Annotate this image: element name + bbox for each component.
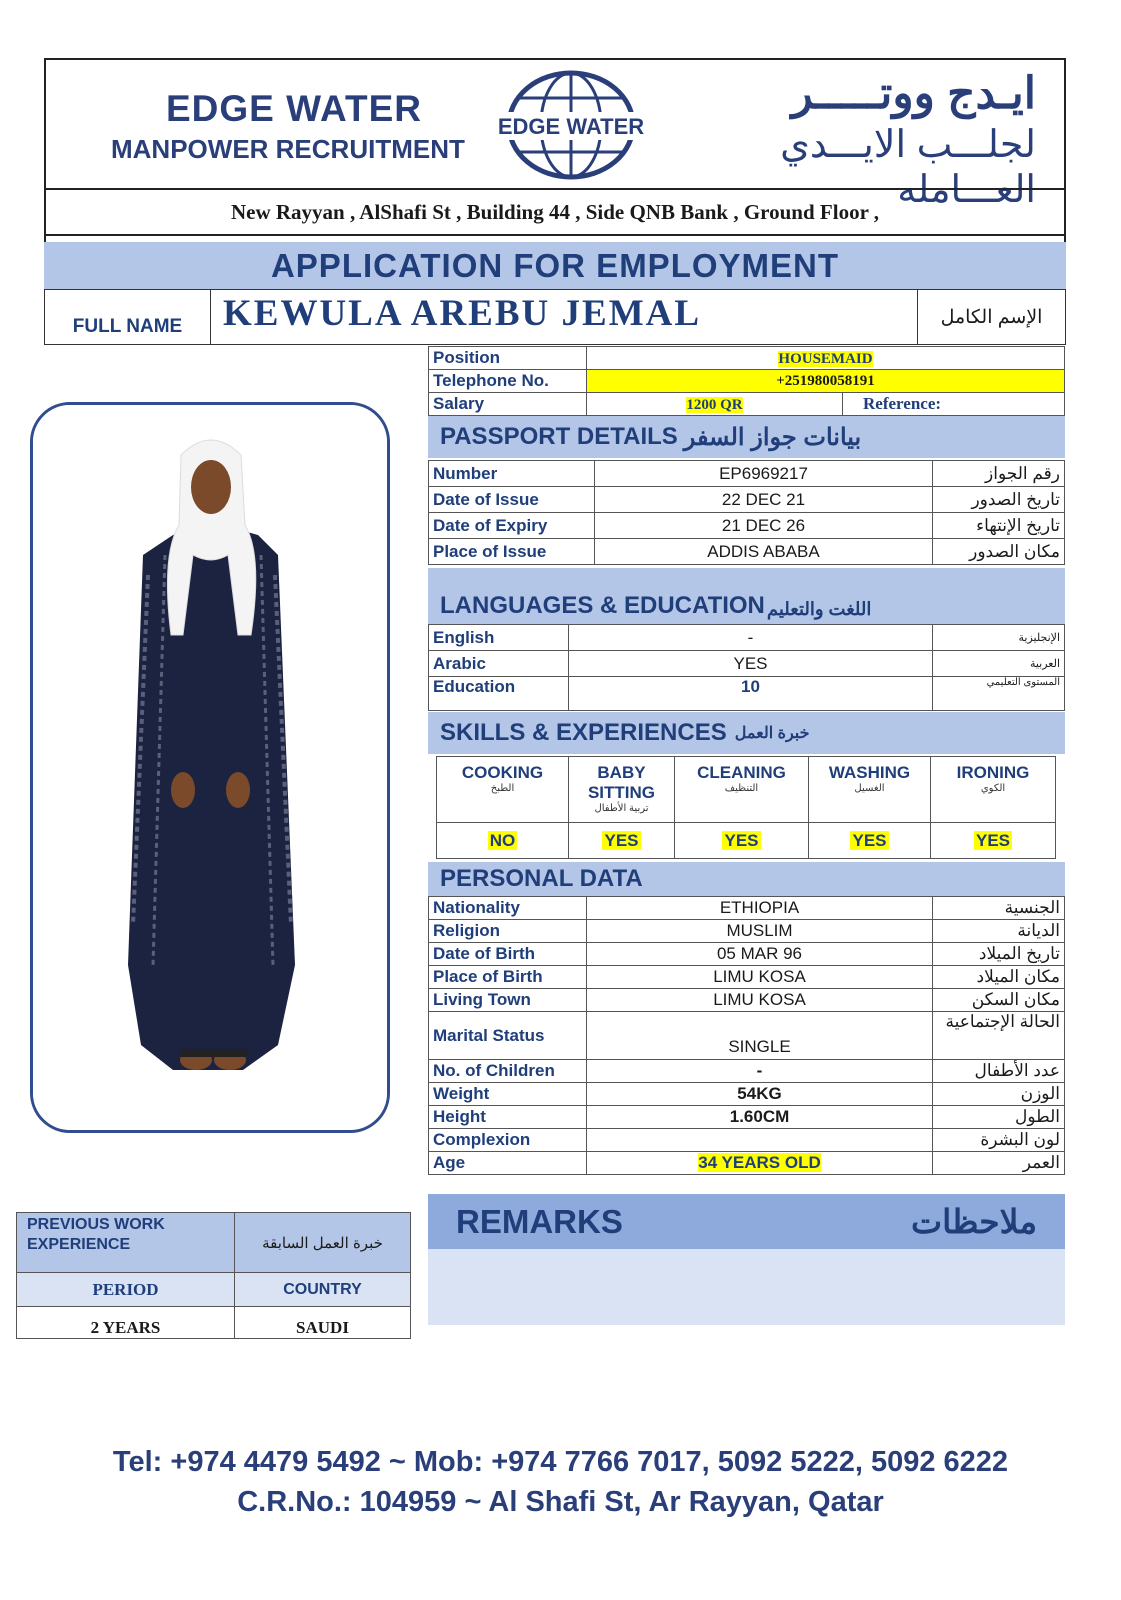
logo-arabic-line1: ايـدج ووتـــــر bbox=[791, 69, 1036, 118]
personal-data-table bbox=[428, 896, 1065, 1175]
passport-number-arabic: رقم الجواز bbox=[933, 461, 1065, 487]
full-name-row bbox=[44, 289, 1066, 345]
children-arabic: عدد الأطفال bbox=[933, 1060, 1065, 1083]
table-row bbox=[429, 677, 1065, 711]
nationality-arabic: الجنسية bbox=[933, 897, 1065, 920]
passport-number-label: Number bbox=[429, 461, 595, 487]
table-row bbox=[429, 625, 1065, 651]
living-town-value: LIMU KOSA bbox=[587, 989, 933, 1012]
arabic-value: YES bbox=[569, 651, 933, 677]
globe-logo-icon bbox=[496, 68, 646, 183]
marital-status-arabic: الحالة الإجتماعية bbox=[933, 1012, 1065, 1060]
letterhead bbox=[44, 58, 1066, 246]
table-row bbox=[17, 1273, 411, 1307]
religion-arabic: الديانة bbox=[933, 920, 1065, 943]
table-row bbox=[17, 1307, 411, 1339]
passport-title-arabic: بيانات جواز السفر bbox=[683, 423, 862, 451]
english-value: - bbox=[569, 625, 933, 651]
children-label: No. of Children bbox=[429, 1060, 587, 1083]
company-address: New Rayyan , AlShafi St , Building 44 , Side QNB Bank , Ground Floor , bbox=[46, 188, 1064, 236]
passport-title: PASSPORT DETAILS bbox=[440, 423, 678, 450]
reference-label: Reference: bbox=[843, 393, 1065, 416]
table-row bbox=[429, 393, 1065, 416]
salary-value: 1200 QR bbox=[686, 397, 743, 413]
place-of-birth-arabic: مكان الميلاد bbox=[933, 966, 1065, 989]
skill-name-arabic: تربية الأطفال bbox=[594, 803, 649, 814]
complexion-label: Complexion bbox=[429, 1129, 587, 1152]
table-row bbox=[429, 1129, 1065, 1152]
skill-name: BABY SITTING bbox=[587, 763, 656, 802]
weight-value: 54KG bbox=[587, 1083, 933, 1106]
footer-contact: Tel: +974 4479 5492 ~ Mob: +974 7766 7017, 5092 5222, 5092 6222 bbox=[112, 1446, 1009, 1478]
skills-title-arabic: خبرة العمل bbox=[734, 725, 810, 742]
passport-section-header bbox=[428, 416, 1065, 458]
religion-label: Religion bbox=[429, 920, 587, 943]
skill-name-arabic: الكوي bbox=[980, 783, 1006, 794]
logo-arabic-line2: لجلـــب الايـــدي العـــامله bbox=[780, 124, 1036, 211]
date-of-birth-value: 05 MAR 96 bbox=[587, 943, 933, 966]
skills-section-header bbox=[428, 712, 1065, 754]
telephone-label: Telephone No. bbox=[429, 370, 587, 393]
full-name-label-arabic: الإسم الكامل bbox=[917, 290, 1065, 344]
place-of-birth-value: LIMU KOSA bbox=[587, 966, 933, 989]
date-of-issue-arabic: تاريخ الصدور bbox=[933, 487, 1065, 513]
marital-status-label: Marital Status bbox=[429, 1012, 587, 1060]
date-of-birth-label: Date of Birth bbox=[429, 943, 587, 966]
languages-title-arabic: اللغت والتعليم bbox=[766, 599, 872, 619]
table-row bbox=[429, 513, 1065, 539]
full-name-label: FULL NAME bbox=[45, 290, 211, 344]
page-title: APPLICATION FOR EMPLOYMENT bbox=[44, 242, 1066, 289]
footer-registration: C.R.No.: 104959 ~ Al Shafi St, Ar Rayyan, Qatar bbox=[237, 1486, 884, 1518]
skill-value: NO bbox=[489, 830, 516, 850]
skill-name: IRONING bbox=[956, 763, 1030, 782]
skill-name: CLEANING bbox=[697, 763, 786, 782]
height-value: 1.60CM bbox=[587, 1106, 933, 1129]
marital-status-value: SINGLE bbox=[587, 1012, 933, 1060]
full-name-value: KEWULA AREBU JEMAL bbox=[223, 293, 702, 334]
living-town-label: Living Town bbox=[429, 989, 587, 1012]
table-row bbox=[429, 1012, 1065, 1060]
passport-table bbox=[428, 460, 1065, 565]
skills-table bbox=[436, 756, 1056, 859]
skills-title: SKILLS & EXPERIENCES bbox=[440, 719, 727, 746]
living-town-arabic: مكان السكن bbox=[933, 989, 1065, 1012]
skill-value: YES bbox=[852, 830, 887, 850]
table-row bbox=[437, 823, 1056, 859]
table-row bbox=[429, 487, 1065, 513]
date-of-expiry-label: Date of Expiry bbox=[429, 513, 595, 539]
remarks-body bbox=[428, 1249, 1065, 1325]
place-of-issue-label: Place of Issue bbox=[429, 539, 595, 565]
age-value: 34 YEARS OLD bbox=[698, 1153, 821, 1172]
place-of-issue-value: ADDIS ABABA bbox=[595, 539, 933, 565]
weight-label: Weight bbox=[429, 1083, 587, 1106]
place-of-birth-label: Place of Birth bbox=[429, 966, 587, 989]
table-row bbox=[429, 1083, 1065, 1106]
complexion-value bbox=[587, 1129, 933, 1152]
previous-work-table bbox=[16, 1212, 411, 1339]
complexion-arabic: لون البشرة bbox=[933, 1129, 1065, 1152]
height-label: Height bbox=[429, 1106, 587, 1129]
globe-logo-text: EDGE WATER bbox=[497, 114, 645, 139]
table-row bbox=[429, 1060, 1065, 1083]
personal-title: PERSONAL DATA bbox=[440, 865, 643, 892]
english-arabic: الإنجليزية bbox=[933, 625, 1065, 651]
table-row bbox=[429, 920, 1065, 943]
skill-name-arabic: الطبخ bbox=[490, 783, 515, 794]
previous-work-title: PREVIOUS WORK EXPERIENCE bbox=[17, 1213, 235, 1273]
skill-name: WASHING bbox=[828, 763, 911, 782]
remarks-header bbox=[428, 1194, 1065, 1249]
table-row bbox=[429, 943, 1065, 966]
position-value: HOUSEMAID bbox=[778, 351, 873, 367]
table-row bbox=[429, 370, 1065, 393]
date-of-issue-label: Date of Issue bbox=[429, 487, 595, 513]
place-of-issue-arabic: مكان الصدور bbox=[933, 539, 1065, 565]
country-label: COUNTRY bbox=[235, 1273, 411, 1307]
position-label: Position bbox=[429, 347, 587, 370]
table-row bbox=[429, 347, 1065, 370]
date-of-expiry-value: 21 DEC 26 bbox=[595, 513, 933, 539]
english-label: English bbox=[429, 625, 569, 651]
table-row bbox=[429, 651, 1065, 677]
children-value: - bbox=[587, 1060, 933, 1083]
date-of-birth-arabic: تاريخ الميلاد bbox=[933, 943, 1065, 966]
remarks-title: REMARKS bbox=[456, 1202, 623, 1240]
languages-table bbox=[428, 624, 1065, 711]
education-arabic: المستوى التعليمي bbox=[933, 677, 1065, 711]
salary-label: Salary bbox=[429, 393, 587, 416]
skill-name-arabic: التنظيف bbox=[724, 783, 759, 794]
education-label: Education bbox=[429, 677, 569, 711]
skill-value: YES bbox=[975, 830, 1011, 850]
remarks-title-arabic: ملاحظات bbox=[911, 1203, 1037, 1240]
telephone-value: +251980058191 bbox=[587, 370, 1065, 393]
weight-arabic: الوزن bbox=[933, 1083, 1065, 1106]
personal-section-header bbox=[428, 862, 1065, 896]
arabic-label: Arabic bbox=[429, 651, 569, 677]
job-info-table bbox=[428, 346, 1065, 416]
logo-english-line2: MANPOWER RECRUITMENT bbox=[111, 134, 465, 164]
arabic-arabic: العربية bbox=[933, 651, 1065, 677]
table-row bbox=[17, 1213, 411, 1273]
date-of-expiry-arabic: تاريخ الإنتهاء bbox=[933, 513, 1065, 539]
table-row bbox=[429, 897, 1065, 920]
age-arabic: العمر bbox=[933, 1152, 1065, 1175]
age-label: Age bbox=[429, 1152, 587, 1175]
applicant-photo bbox=[30, 402, 390, 1133]
table-row bbox=[429, 1152, 1065, 1175]
logo-english-line1: EDGE WATER bbox=[166, 88, 422, 129]
languages-title: LANGUAGES & EDUCATION bbox=[440, 592, 765, 619]
skill-name-arabic: الغسيل bbox=[854, 783, 885, 794]
table-row bbox=[437, 757, 1056, 823]
skill-value: YES bbox=[604, 830, 639, 850]
previous-work-title-arabic: خبرة العمل السابقة bbox=[235, 1213, 411, 1273]
education-value: 10 bbox=[569, 677, 933, 711]
nationality-label: Nationality bbox=[429, 897, 587, 920]
religion-value: MUSLIM bbox=[587, 920, 933, 943]
period-label: PERIOD bbox=[17, 1273, 235, 1307]
table-row bbox=[429, 539, 1065, 565]
table-row bbox=[429, 989, 1065, 1012]
table-row bbox=[429, 966, 1065, 989]
nationality-value: ETHIOPIA bbox=[587, 897, 933, 920]
date-of-issue-value: 22 DEC 21 bbox=[595, 487, 933, 513]
period-value: 2 YEARS bbox=[17, 1307, 235, 1339]
country-value: SAUDI bbox=[235, 1307, 411, 1339]
passport-number-value: EP6969217 bbox=[595, 461, 933, 487]
height-arabic: الطول bbox=[933, 1106, 1065, 1129]
languages-section-header bbox=[428, 568, 1065, 624]
table-row bbox=[429, 1106, 1065, 1129]
table-row bbox=[429, 461, 1065, 487]
skill-value: YES bbox=[724, 830, 759, 850]
skill-name: COOKING bbox=[461, 763, 544, 782]
